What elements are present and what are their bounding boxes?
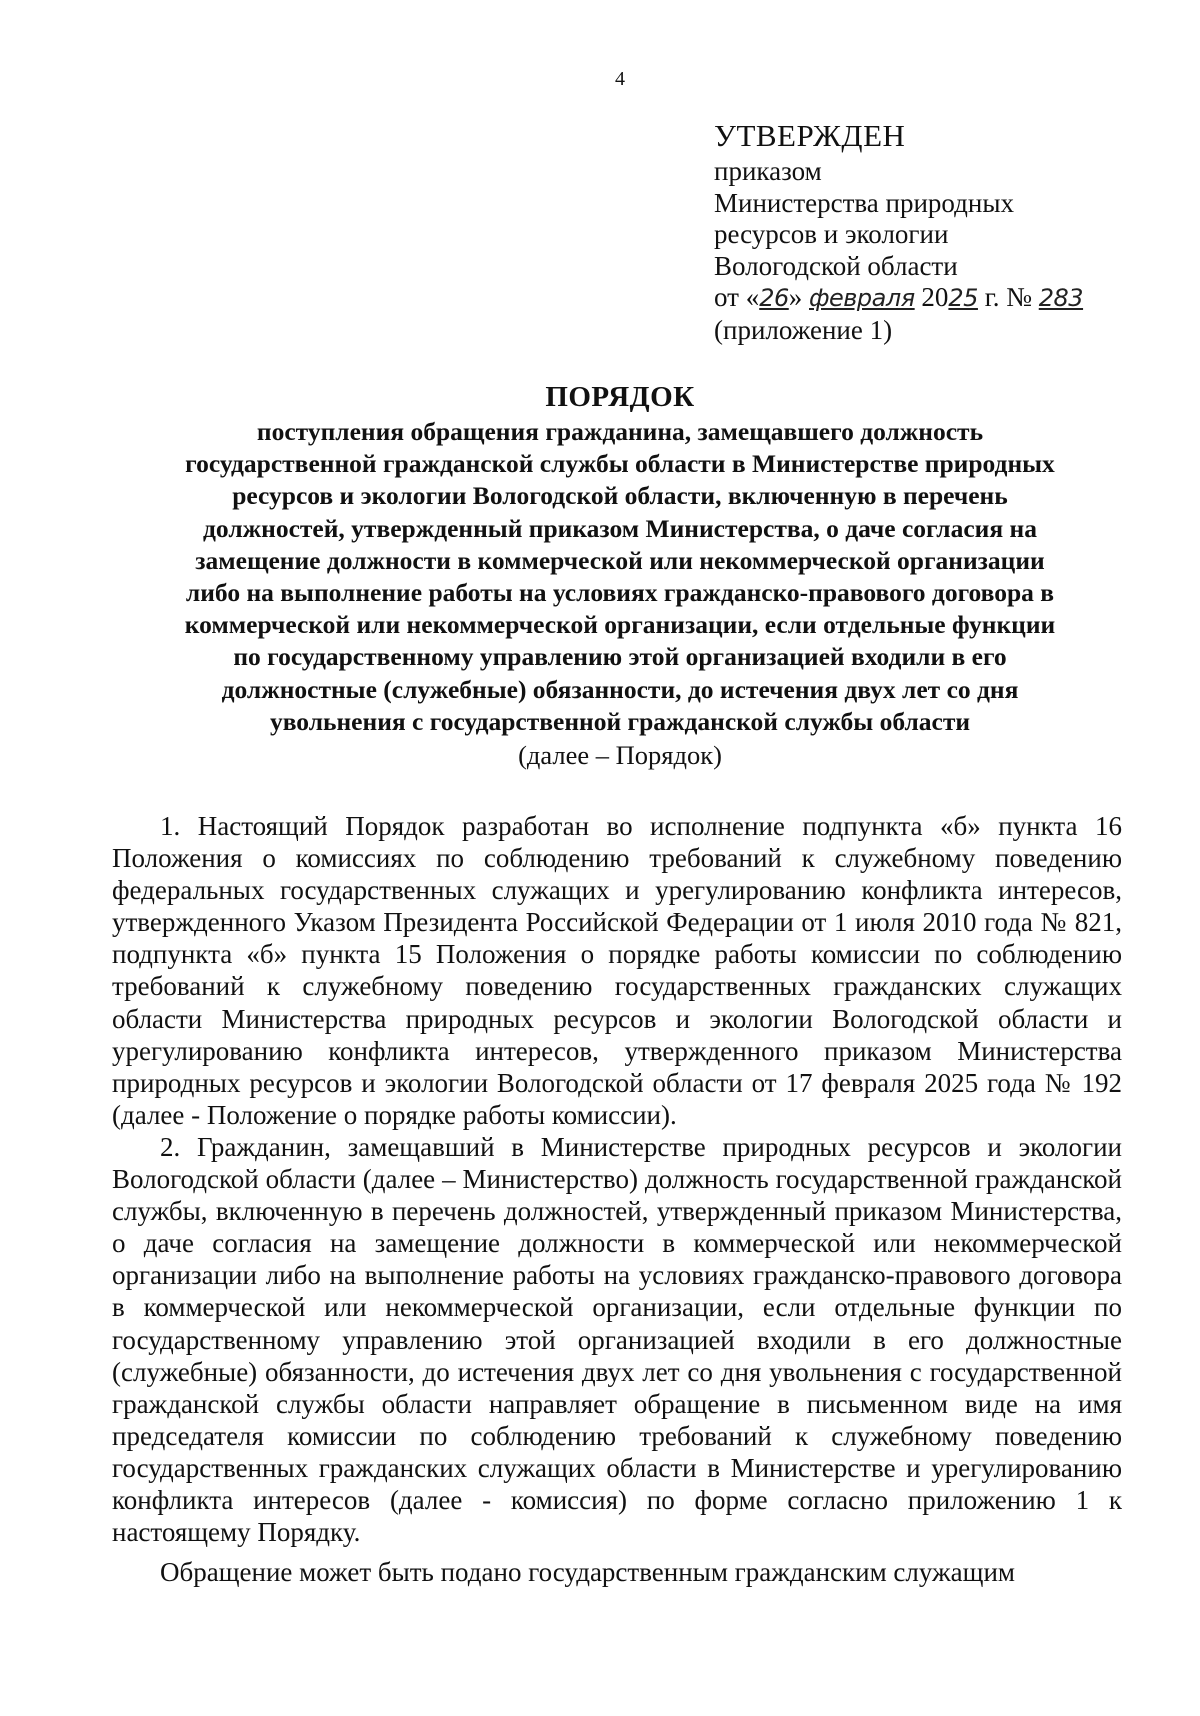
subtitle-line: поступления обращения гражданина, замещавшего должность [256,417,984,446]
page-number: 4 [615,68,625,90]
subtitle-line: государственной гражданской службы области в Министерстве природных [185,449,1055,479]
subtitle-line: ресурсов и экологии Вологодской области, включенную в перечень [232,481,1008,511]
subtitle-line: должностей, утвержденный приказом Министерства, о даче согласия на [203,513,1037,543]
subtitle-line: либо на выполнение работы на условиях гражданско-правового договора в [185,578,1055,608]
document-subtitle [110,416,1130,738]
date-year-handwritten: 25 [948,284,978,312]
approval-date-line [714,282,1154,315]
approval-stamp: УТВЕРЖДЕН [714,118,906,153]
document-short-name: (далее – Порядок) [518,740,722,771]
date-month-handwritten: февраля [809,284,915,312]
document-heading: ПОРЯДОК [545,381,695,413]
approval-line: приказом [714,156,822,186]
subtitle-line: замещение должности в коммерческой или некоммерческой организации [195,545,1045,575]
date-year-suffix: г. № [977,282,1039,312]
subtitle-line: коммерческой или некоммерческой организации, если отдельные функции [184,610,1056,640]
paragraph-2: 2. Гражданин, замещавший в Министерстве природных ресурсов и экологии Вологодской области (далее – Министерство) должность государственной гражданской службы, включенную в перечень должностей, утвержденный приказом Министерства, о даче согласия на замещение должности в коммерческой или некоммерческой организации либо на выполнение работы на условиях гражданско-правового договора в коммерческой или некоммерческой организации, если отдельные функции по государственному управлению этой организацией входили в его должностные (служебные) обязанности, до истечения двух лет со дня увольнения с государственной гражданской службы области направляет обращение в письменном виде на имя председателя комиссии по соблюдению требований к служебному поведению государственных гражданских служащих области в Министерстве и урегулированию конфликта интересов (далее - комиссия) по форме согласно приложению 1 к настоящему Порядку. [112,1131,1122,1548]
paragraph-3: Обращение может быть подано государственным гражданским служащим [160,1557,1015,1588]
approval-annex: (приложение 1) [714,314,893,345]
date-year-prefix: 20 [914,282,949,312]
subtitle-line: по государственному управлению этой организацией входили в его [233,642,1007,672]
paragraph-1: 1. Настоящий Порядок разработан во исполнение подпункта «б» пункта 16 Положения о комиссиях по соблюдению требований к служебному поведению федеральных государственных служащих и урегулированию конфликта интересов, утвержденного Указом Президента Российской Федерации от 1 июля 2010 года № 821, подпункта «б» пункта 15 Положения о порядке работы комиссии по соблюдению требований к служебному поведению государственных гражданских служащих области Министерства природных ресурсов и экологии Вологодской области и урегулированию конфликта интересов, утвержденного приказом Министерства природных ресурсов и экологии Вологодской области от 17 февраля 2025 года № 192 (далее - Положение о порядке работы комиссии). [112,811,1122,1130]
subtitle-line: увольнения с государственной гражданской службы области [269,706,971,736]
date-day-handwritten: 26 [759,284,789,312]
approval-block [714,118,1154,346]
date-prefix: от « [714,282,760,312]
order-number-handwritten: 283 [1038,284,1084,312]
document-body [112,810,1122,1588]
approval-line: Министерства природных [714,187,1014,218]
document-title-block [110,380,1130,772]
approval-line: ресурсов и экологии [714,219,949,249]
subtitle-line: должностные (служебные) обязанности, до истечения двух лет со дня [221,674,1019,704]
date-mid: » [788,282,809,312]
approval-line: Вологодской области [714,250,958,281]
